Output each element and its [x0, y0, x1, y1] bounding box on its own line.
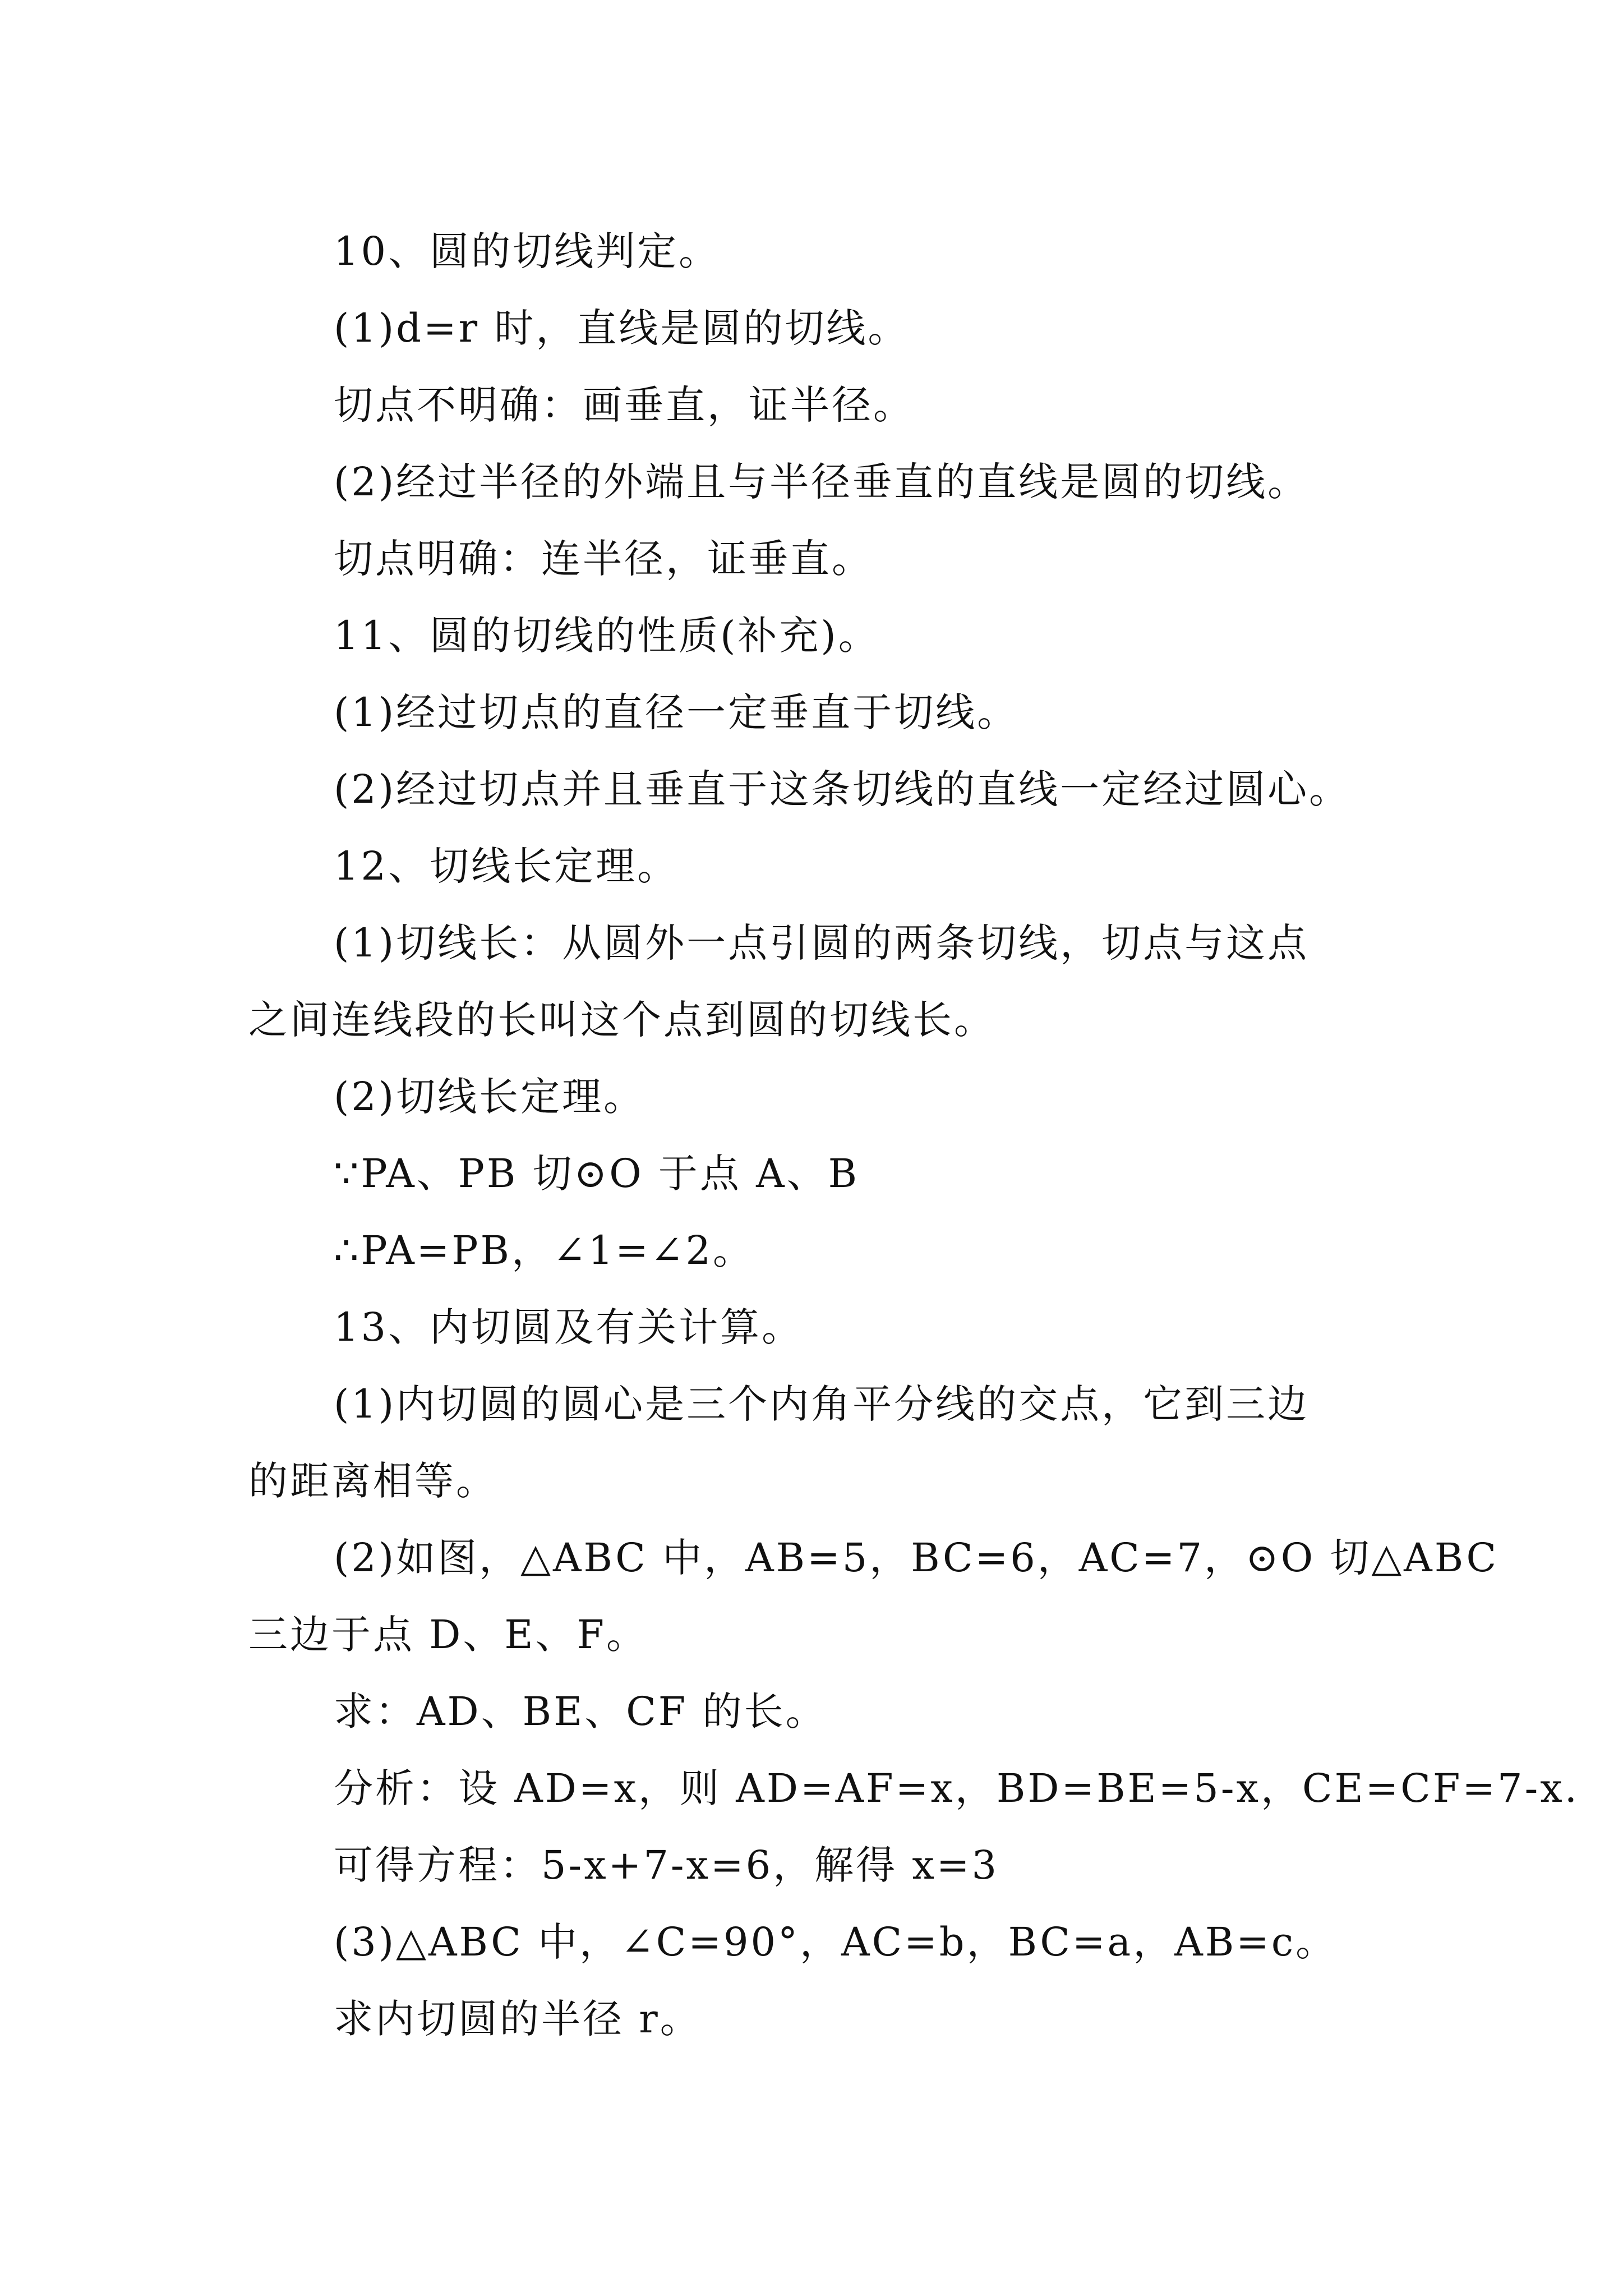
- paragraph-line: (1)经过切点的直径一定垂直于切线。: [334, 689, 1019, 735]
- math-statement: 可得方程：5-x+7-x=6，解得 x=3: [334, 1842, 999, 1888]
- paragraph-line-continuation: 三边于点 D、E、F。: [248, 1612, 648, 1658]
- paragraph-line: (2)如图，△ABC 中，AB=5，BC=6，AC=7，⊙O 切△ABC: [334, 1535, 1499, 1581]
- section-heading-13: 13、内切圆及有关计算。: [334, 1304, 804, 1350]
- paragraph-line: 求内切圆的半径 r。: [334, 1996, 702, 2042]
- paragraph-line: 切点明确：连半径，证垂直。: [334, 536, 873, 582]
- section-heading-11: 11、圆的切线的性质(补充)。: [334, 613, 880, 659]
- paragraph-line: (2)经过半径的外端且与半径垂直的直线是圆的切线。: [334, 459, 1310, 505]
- document-body: [248, 213, 1579, 2058]
- math-statement: 分析：设 AD=x，则 AD=AF=x，BD=BE=5-x，CE=CF=7-x.: [334, 1765, 1579, 1811]
- section-heading-12: 12、切线长定理。: [334, 843, 679, 889]
- math-statement: ∵PA、PB 切⊙O 于点 A、B: [334, 1151, 860, 1197]
- paragraph-line: (1)内切圆的圆心是三个内角平分线的交点，它到三边: [334, 1381, 1310, 1427]
- paragraph-line-continuation: 之间连线段的长叫这个点到圆的切线长。: [248, 997, 995, 1043]
- paragraph-line: (3)△ABC 中，∠C=90°，AC=b，BC=a，AB=c。: [334, 1919, 1338, 1965]
- paragraph-line: 切点不明确：画垂直，证半径。: [334, 382, 915, 428]
- paragraph-line-continuation: 的距离相等。: [248, 1458, 497, 1504]
- math-statement: ∴PA=PB，∠1=∠2。: [334, 1227, 754, 1273]
- paragraph-line: (2)经过切点并且垂直于这条切线的直线一定经过圆心。: [334, 766, 1351, 812]
- paragraph-line: 求：AD、BE、CF 的长。: [334, 1688, 827, 1734]
- paragraph-line: (1)d=r 时，直线是圆的切线。: [334, 305, 910, 351]
- paragraph-line: (2)切线长定理。: [334, 1074, 645, 1120]
- paragraph-line: (1)切线长：从圆外一点引圆的两条切线，切点与这点: [334, 920, 1310, 966]
- section-heading-10: 10、圆的切线判定。: [334, 228, 721, 274]
